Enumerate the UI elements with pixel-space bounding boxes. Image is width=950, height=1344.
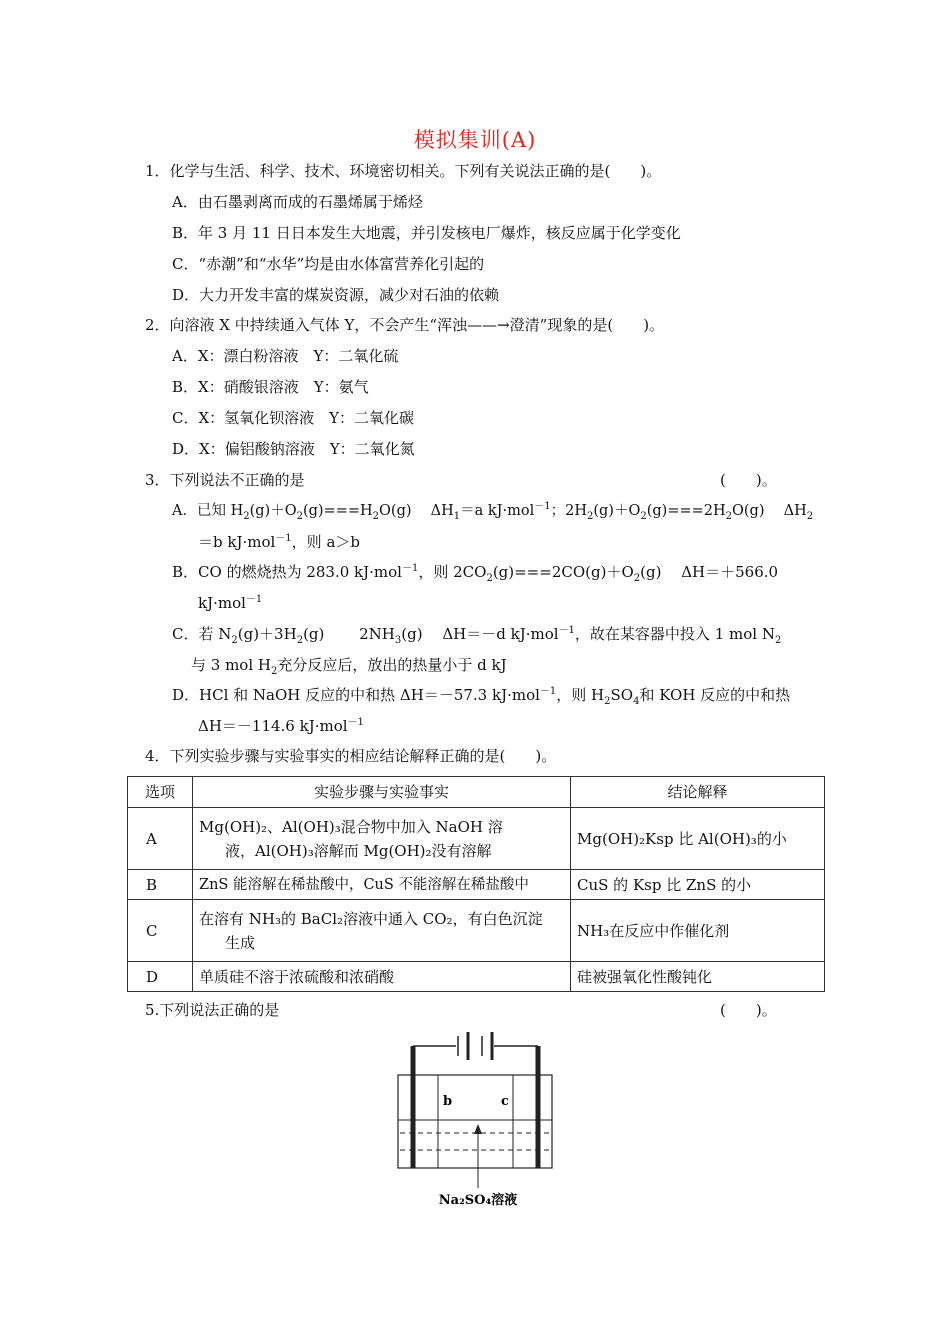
header-cell: 实验步骤与实验事实 [193, 777, 571, 808]
q4-stem: 4．下列实验步骤与实验事实的相应结论解释正确的是( )。 [145, 747, 557, 765]
option-cell: C [128, 900, 193, 962]
q3-option-b-line2: kJ·mol$^{-1}$ [198, 594, 263, 612]
conclusion-cell: CuS 的 Ksp 比 ZnS 的小 [571, 870, 825, 900]
conclusion-cell: Mg(OH)₂Ksp 比 Al(OH)₃的小 [571, 808, 825, 870]
q2-stem: 2．向溶液 X 中持续通入气体 Y，不会产生“浑浊——→澄清”现象的是( )。 [145, 316, 665, 334]
q3-option-a-line2: ＝b kJ·mol$^{-1}$，则 a＞b [198, 533, 360, 551]
electrolysis-cell-diagram [380, 1028, 580, 1208]
option-cell: B [128, 870, 193, 900]
q3-stem: 3．下列说法不正确的是 [145, 471, 305, 489]
table-row [128, 900, 825, 962]
table-header-row [128, 777, 825, 808]
q3-answer-paren: ( )。 [720, 471, 777, 489]
header-cell: 结论解释 [571, 777, 825, 808]
header-cell: 选项 [128, 777, 193, 808]
table-row [128, 808, 825, 870]
page-title: 模拟集训(A) [413, 128, 537, 152]
container [398, 1075, 552, 1168]
q1-option-a: A．由石墨剥离而成的石墨烯属于烯烃 [172, 193, 423, 211]
q5-answer-paren: ( )。 [720, 1001, 777, 1019]
q1-option-b: B．年 3 月 11 日日本发生大地震，并引发核电厂爆炸，核反应属于化学变化 [172, 224, 681, 242]
conclusion-cell: NH₃在反应中作催化剂 [571, 900, 825, 962]
step-cell: 在溶有 NH₃的 BaCl₂溶液中通入 CO₂，有白色沉淀 生成 [193, 900, 571, 962]
q1-option-c: C．“赤潮”和“水华”均是由水体富营养化引起的 [172, 255, 485, 273]
solution-label: Na₂SO₄溶液 [438, 1193, 518, 1208]
q3-option-d-line1: D．HCl 和 NaOH 反应的中和热 ΔH＝－57.3 kJ·mol$^{-1}$，则 $H_2SO_4$和 KOH 反应的中和热 [172, 686, 791, 707]
q3-option-c-line2: 与 3 mol $H_2$充分反应后，放出的热量小于 d kJ [191, 656, 507, 677]
option-cell: D [128, 962, 193, 992]
label-c: c [501, 1094, 509, 1109]
option-cell: A [128, 808, 193, 870]
q3-option-c-line1: C．若 $N_2(g)+3H_2(g)$ $2NH_3(g)$ ΔH＝－d kJ·mol$^{-1}$，故在某容器中投入 1 mol $N_2$ [172, 625, 782, 646]
q2-option-d: D．X：偏铝酸钠溶液 Y：二氧化氮 [172, 440, 415, 458]
q2-option-a: A．X：漂白粉溶液 Y：二氧化硫 [172, 347, 399, 365]
q3-option-a-line1: A．已知 $H_2(g)+O_2(g)===H_2O(g)$ $\Delta H_1=a$ kJ·mol$^{-1}$；$2H_2(g)+O_2(g)===2H_2O(g)$ $\Delta H_2$ [172, 501, 814, 522]
step-cell: Mg(OH)₂、Al(OH)₃混合物中加入 NaOH 溶 液，Al(OH)₃溶解而 Mg(OH)₂没有溶解 [193, 808, 571, 870]
q2-option-b: B．X：硝酸银溶液 Y：氨气 [172, 378, 369, 396]
q1-stem: 1．化学与生活、科学、技术、环境密切相关。下列有关说法正确的是( )。 [145, 162, 662, 180]
q1-option-d: D．大力开发丰富的煤炭资源，减少对石油的依赖 [172, 286, 500, 304]
arrow-head [474, 1124, 482, 1134]
q3-option-d-line2: ΔH＝－114.6 kJ·mol$^{-1}$ [198, 717, 364, 735]
step-cell: 单质硅不溶于浓硫酸和浓硝酸 [193, 962, 571, 992]
q4-table [127, 776, 825, 992]
q3-option-b-line1: B．CO 的燃烧热为 283.0 kJ·mol$^{-1}$，则 $2CO_2(g)===2CO(g)+O_2(g)$ ΔH＝＋566.0 [172, 563, 779, 584]
q2-option-c: C．X：氢氧化钡溶液 Y：二氧化碳 [172, 409, 415, 427]
q5-stem: 5.下列说法正确的是 [145, 1001, 280, 1019]
step-cell: ZnS 能溶解在稀盐酸中，CuS 不能溶解在稀盐酸中 [193, 870, 571, 900]
label-b: b [443, 1094, 453, 1109]
conclusion-cell: 硅被强氧化性酸钝化 [571, 962, 825, 992]
table-row [128, 962, 825, 992]
table-row [128, 870, 825, 900]
